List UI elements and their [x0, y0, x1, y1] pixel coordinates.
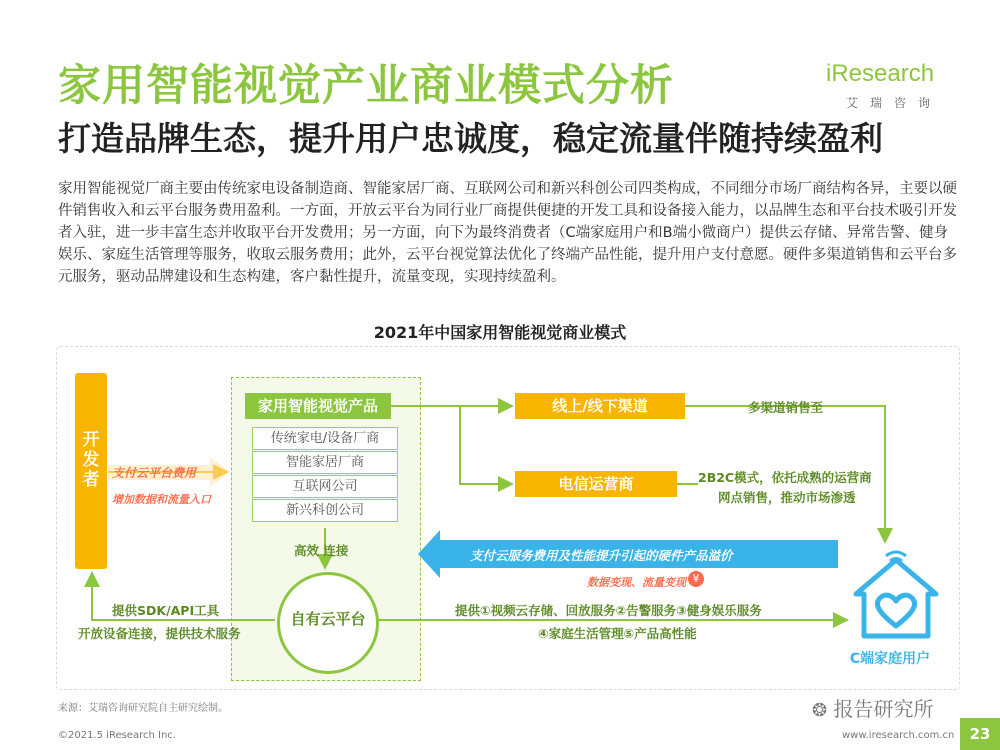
watermark — [812, 693, 933, 722]
home-user-icon — [848, 548, 944, 644]
source-note: 来源：艾瑞咨询研究院自主研究绘制。 — [58, 703, 228, 714]
sdk-label-line2: 开放设备连接，提供技术服务 — [78, 626, 241, 641]
product-item: 传统家电/设备厂商 — [252, 427, 398, 450]
product-item: 智能家居厂商 — [252, 451, 398, 474]
multi-channel-label: 多渠道销售至 — [748, 400, 824, 415]
watermark-text: 报告研究所 — [833, 697, 934, 721]
arrow-to-telecom — [460, 406, 510, 484]
developer-text: 开发者 — [82, 430, 100, 490]
copyright-text: ©2021.5 iResearch Inc. — [58, 730, 176, 741]
developer-label — [75, 430, 107, 490]
page-title: 家用智能视觉产业商业模式分析 — [58, 61, 674, 111]
product-item: 新兴科创公司 — [252, 499, 398, 522]
increase-data-label: 增加数据和流量入口 — [112, 493, 211, 506]
telecom-operator-box: 电信运营商 — [515, 471, 677, 497]
services-label-line1: 提供①视频云存储、回放服务②告警服务③健身娱乐服务 — [455, 603, 762, 618]
services-label-line2: ④家庭生活管理⑤产品高性能 — [538, 626, 697, 641]
pay-cloud-fee-label: 支付云平台费用 — [112, 466, 197, 480]
online-offline-channel-box: 线上/线下渠道 — [515, 393, 685, 419]
page-subtitle: 打造品牌生态，提升用户忠诚度，稳定流量伴随持续盈利 — [58, 119, 883, 158]
product-item: 互联网公司 — [252, 475, 398, 498]
website-text: www.iresearch.com.cn — [842, 730, 955, 741]
logo-brand: iResearch — [826, 60, 935, 87]
page-number: 23 — [960, 718, 1000, 750]
logo-subtitle: 艾瑞咨询 — [846, 96, 943, 110]
monetize-label: 数据变现、流量变现 — [587, 576, 686, 589]
efficient-connect-label: 高效 连接 — [294, 543, 349, 558]
products-header: 家用智能视觉产品 — [245, 393, 391, 419]
money-icon: ¥ — [688, 571, 704, 587]
diagram-title: 2021年中国家用智能视觉商业模式 — [373, 323, 627, 342]
body-paragraph: 家用智能视觉厂商主要由传统家电设备制造商、智能家居厂商、互联网公司和新兴科创公司四类构成，不同细分市场厂商结构各异，主要以硬件销售收入和云平台服务费用盈利。一方面，开放云平台为同行业厂商提供便捷的开发工具和设备接入能力，以品牌生态和平台技术吸引开发者入驻，进一步丰富生态并收取平台开发费用；另一方面，向下为最终消费者（C端家庭用户和B端小微商户）提供云存储、异常告警、健身娱乐、家庭生活管理等服务，收取云服务费用；此外，云平台视觉算法优化了终端产品性能，提升用户支付意愿。硬件多渠道销售和云平台多元服务，驱动品牌建设和生态构建，客户黏性提升，流量变现，实现持续盈利。 — [58, 181, 957, 285]
cloud-platform-label: 自有云平台 — [290, 610, 366, 628]
wechat-icon: ❂ — [812, 700, 828, 721]
premium-arrow-label: 支付云服务费用及性能提升引起的硬件产品溢价 — [470, 548, 733, 563]
b2c-label-line2: 网点销售，推动市场渗透 — [718, 490, 856, 505]
end-user-label: C端家庭用户 — [849, 651, 931, 667]
b2c-label-line1: 2B2C模式，依托成熟的运营商 — [698, 470, 872, 485]
sdk-label-line1: 提供SDK/API工具 — [112, 603, 220, 618]
